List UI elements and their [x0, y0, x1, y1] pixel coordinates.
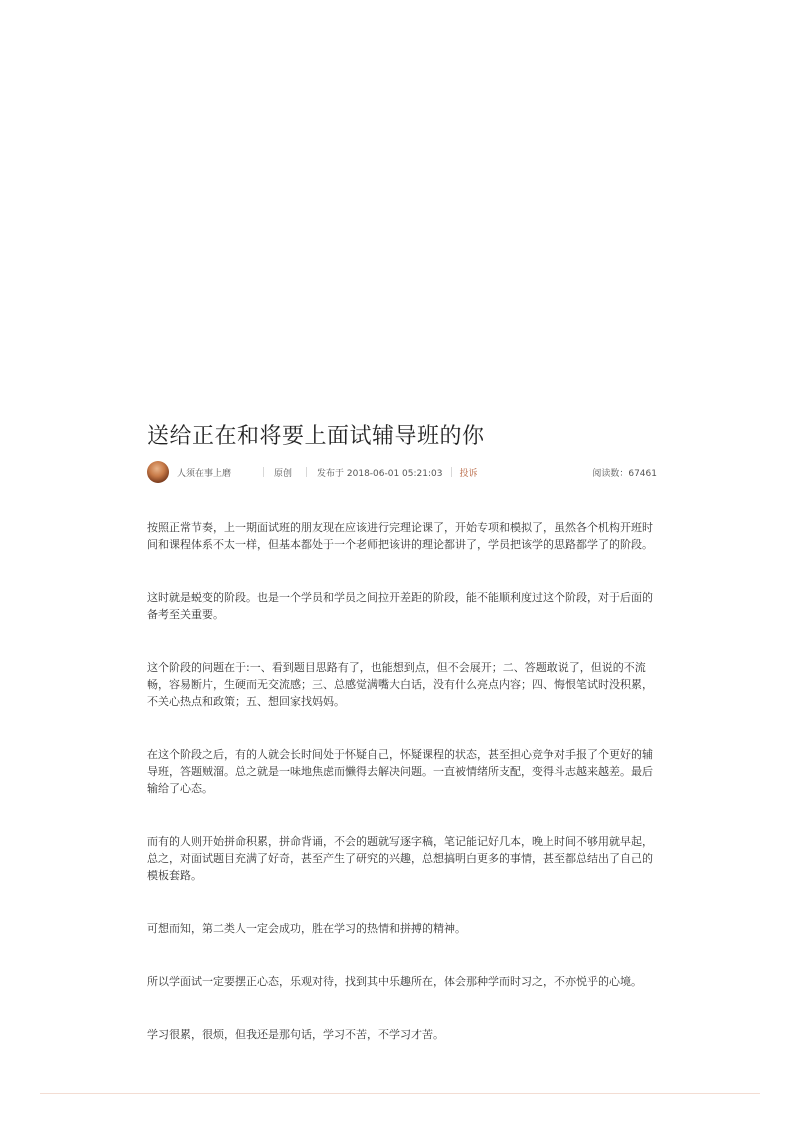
paragraph: 所以学面试一定要摆正心态，乐观对待，找到其中乐趣所在，体会那种学而时习之，不亦悦乎的心境。	[147, 975, 642, 988]
meta-divider	[306, 467, 307, 477]
paragraph: 这时就是蜕变的阶段。也是一个学员和学员之间拉开差距的阶段，能不能顺利度过这个阶段，对于后面的备考至关重要。	[147, 591, 653, 621]
paragraph: 在这个阶段之后，有的人就会长时间处于怀疑自己，怀疑课程的状态，甚至担心竞争对手报了个更好的辅导班，答题贼溜。总之就是一味地焦虑而懒得去解决问题。一直被情绪所支配，变得斗志越来越差。最后输给了心态。	[147, 748, 653, 795]
article-meta	[147, 459, 657, 485]
paragraph: 这个阶段的问题在于:一、看到题目思路有了，也能想到点，但不会展开；二、答题敢说了，但说的不流畅，容易断片，生硬而无交流感；三、总感觉满嘴大白话，没有什么亮点内容；四、悔恨笔试时没积累，不关心热点和政策；五、想回家找妈妈。	[147, 661, 653, 708]
article	[147, 422, 657, 1043]
meta-divider	[263, 467, 264, 477]
meta-divider	[451, 467, 452, 477]
report-link[interactable]: 投诉	[459, 468, 478, 479]
read-count: 阅读数：67461	[592, 468, 657, 479]
publish-date: 发布于 2018-06-01 05:21:03	[317, 468, 443, 479]
original-badge: 原创	[274, 468, 293, 479]
article-body	[147, 519, 657, 1043]
article-title: 送给正在和将要上面试辅导班的你	[147, 424, 485, 449]
author-name[interactable]: 人须在事上磨	[177, 468, 232, 479]
paragraph: 按照正常节奏，上一期面试班的朋友现在应该进行完理论课了，开始专项和模拟了，虽然各个机构开班时间和课程体系不太一样，但基本都处于一个老师把该讲的理论都讲了，学员把该学的思路都学了的阶段。	[147, 521, 653, 551]
bottom-divider	[40, 1093, 760, 1094]
paragraph: 学习很累，很烦，但我还是那句话，学习不苦，不学习才苦。	[147, 1028, 444, 1041]
paragraph: 而有的人则开始拼命积累，拼命背诵，不会的题就写逐字稿，笔记能记好几本，晚上时间不够用就早起，总之，对面试题目充满了好奇，甚至产生了研究的兴趣，总想搞明白更多的事情，甚至都总结出了自己的模板套路。	[147, 835, 653, 882]
author-avatar[interactable]	[147, 461, 169, 483]
paragraph: 可想而知，第二类人一定会成功，胜在学习的热情和拼搏的精神。	[147, 922, 466, 935]
